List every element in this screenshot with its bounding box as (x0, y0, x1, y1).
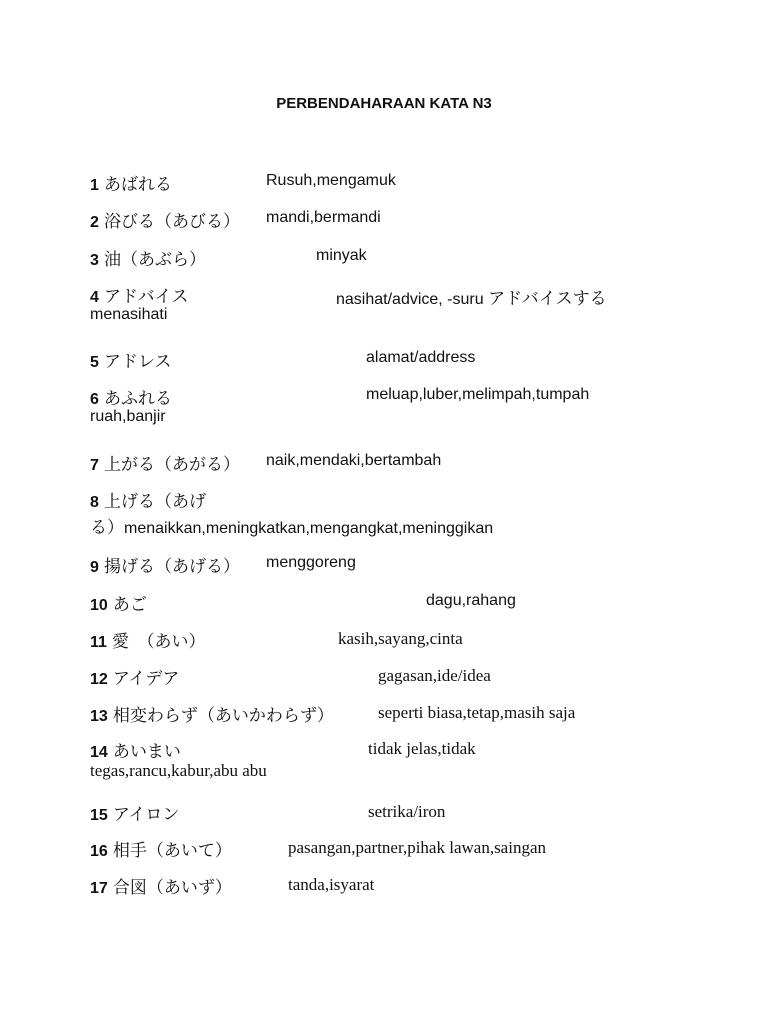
entry-word: アドレス (104, 352, 172, 372)
entry-word-continued: る） (90, 518, 124, 538)
entry-number: 1 (90, 177, 99, 194)
entry-meaning: menggoreng (266, 554, 356, 571)
entry-word: 相手（あいて） (112, 841, 232, 861)
entry-number: 12 (90, 671, 108, 688)
entry-number: 15 (90, 807, 108, 824)
entry-word: あふれる (104, 389, 172, 409)
vocab-entry (90, 873, 710, 899)
entry-word: アイロン (112, 805, 180, 825)
entry-meaning-continued: ruah,banjir (90, 408, 166, 425)
entry-number: 9 (90, 559, 99, 576)
entry-number: 3 (90, 252, 99, 269)
entry-number: 10 (90, 597, 108, 614)
entry-number: 4 (90, 289, 99, 306)
entry-number: 17 (90, 880, 108, 897)
entry-number: 13 (90, 708, 108, 725)
entry-meaning: Rusuh,mengamuk (266, 172, 396, 189)
vocab-entry (90, 384, 710, 426)
vocab-entry (90, 347, 710, 373)
entry-word: 上がる（あがる） (104, 455, 240, 475)
vocab-entry (90, 627, 710, 653)
entry-word: 揚げる（あげる） (104, 557, 240, 577)
entry-meaning: seperti biasa,tetap,masih saja (378, 703, 576, 722)
entry-word: アイデア (112, 669, 180, 689)
entry-meaning: tidak jelas,tidak (368, 739, 476, 758)
vocab-entry (90, 836, 710, 862)
entry-number: 16 (90, 843, 108, 860)
entry-meaning-continued: tegas,rancu,kabur,abu abu (90, 761, 267, 780)
entry-meaning: minyak (316, 247, 367, 264)
entry-word: 浴びる（あびる） (104, 212, 240, 232)
entry-word: 油（あぶら） (104, 250, 206, 270)
vocab-entry (90, 170, 710, 196)
entry-meaning: gagasan,ide/idea (378, 666, 491, 685)
vocab-entry (90, 552, 710, 578)
entry-word: 合図（あいず） (112, 878, 232, 898)
entry-meaning: mandi,bermandi (266, 209, 381, 226)
vocab-entry (90, 800, 710, 826)
vocab-entry (90, 737, 710, 781)
entry-word: 愛 （あい） (112, 632, 206, 652)
entry-number: 2 (90, 214, 99, 231)
entry-meaning: tanda,isyarat (288, 875, 375, 894)
entry-meaning: setrika/iron (368, 802, 446, 821)
entry-number: 11 (90, 634, 107, 651)
entry-number: 14 (90, 744, 108, 761)
entry-meaning: alamat/address (366, 349, 476, 366)
entry-meaning-continued: menasihati (90, 306, 168, 323)
vocab-entry (90, 450, 710, 476)
vocab-entry (90, 487, 710, 539)
entry-word: アドバイス (104, 287, 189, 307)
entry-word: 相変わらず（あいかわらず） (112, 706, 334, 726)
entry-word: 上げる（あげ (104, 492, 206, 512)
vocab-entry (90, 664, 710, 690)
vocab-entry (90, 590, 710, 616)
vocab-entry (90, 245, 710, 271)
entry-number: 7 (90, 457, 99, 474)
entry-word: あいまい (112, 742, 181, 762)
entry-meaning: meluap,luber,melimpah,tumpah (366, 386, 590, 403)
vocab-entry (90, 701, 710, 727)
vocab-entry (90, 207, 710, 233)
entry-meaning: kasih,sayang,cinta (338, 629, 463, 648)
entry-meaning: nasihat/advice, -suru アドバイスする (336, 289, 607, 308)
entry-number: 5 (90, 354, 99, 371)
entry-meaning: menaikkan,meningkatkan,mengangkat,meninggikan (124, 520, 494, 537)
entry-meaning: naik,mendaki,bertambah (266, 452, 442, 469)
entry-word: あばれる (104, 175, 172, 195)
entry-number: 6 (90, 391, 99, 408)
entry-number: 8 (90, 494, 99, 511)
entry-meaning-jp: アドバイスする (488, 289, 607, 308)
entry-meaning: dagu,rahang (426, 592, 516, 609)
vocab-entry (90, 282, 710, 324)
page-title: PERBENDAHARAAN KATA N3 (276, 95, 492, 112)
entry-meaning: pasangan,partner,pihak lawan,saingan (288, 838, 546, 857)
entry-word: あご (112, 595, 147, 615)
